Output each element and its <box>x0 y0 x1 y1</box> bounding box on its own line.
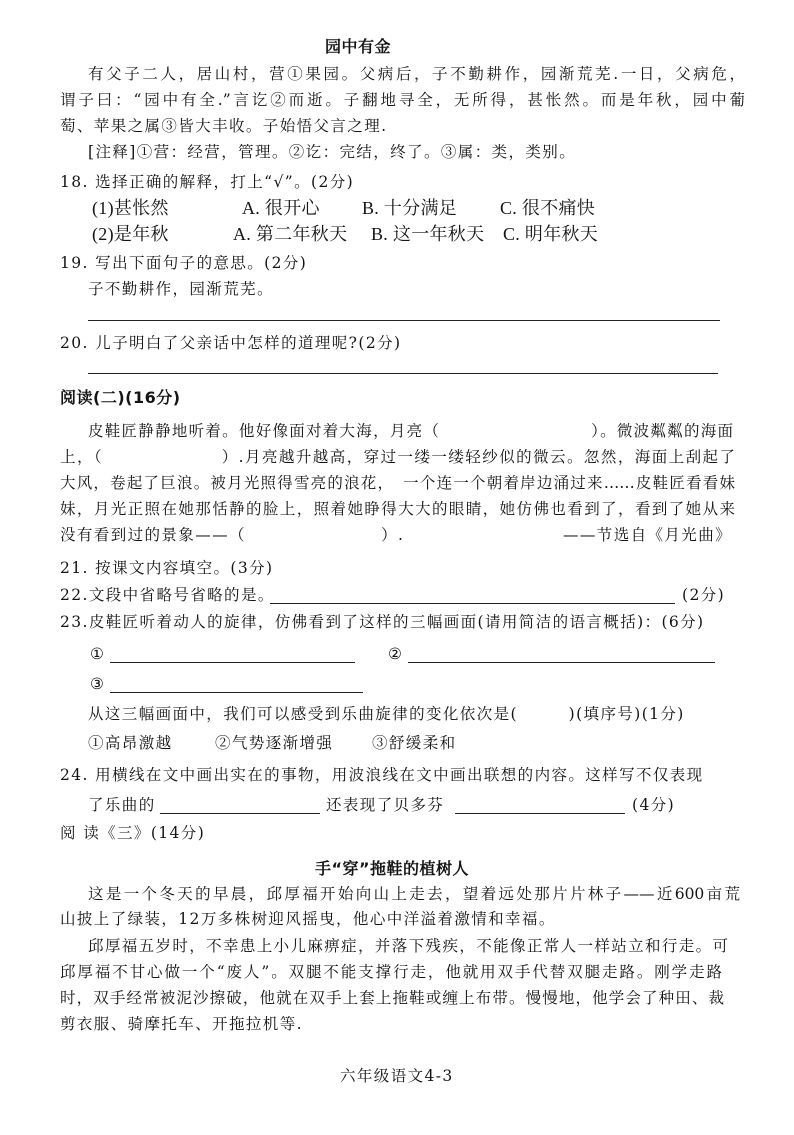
passage3-title: 手“穿”拖鞋的植树人 <box>315 859 470 878</box>
passage2-line: 大风，卷起了巨浪。被月光照得雪亮的浪花， 一个连一个朝着岸边涌过来……皮鞋匠看看妹 <box>60 474 735 492</box>
passage3-line: 这是一个冬天的早晨，邱厚福开始向山上走去，望着远处那片片林子——近600亩荒 <box>88 885 740 903</box>
answer-blank <box>408 662 715 663</box>
question-24-part2: 还表现了贝多芬 <box>326 796 445 814</box>
question-22-stem: 22.文段中省略号省略的是。 <box>60 586 275 604</box>
q18-item-label: (2)是年秋 <box>92 224 169 244</box>
answer-blank <box>110 692 363 693</box>
blank-marker: ② <box>388 645 404 663</box>
answer-blank <box>270 603 675 604</box>
question-19-stem: 19. 写出下面句子的意思。(2分) <box>60 254 308 272</box>
q18-option: C. 很不痛快 <box>500 198 596 218</box>
q18-option: B. 十分满足 <box>362 198 458 218</box>
passage2-line: 妹，月光正照在她那恬静的脸上，照着她睁得大大的眼睛，她仿佛也看到了，看到了她从来 <box>60 500 735 518</box>
answer-blank <box>160 813 320 814</box>
passage2-source: ——节选自《月光曲》 <box>563 526 733 544</box>
question-23-stem: 23.皮鞋匠听着动人的旋律，仿佛看到了这样的三幅画面(请用简洁的语言概括)：(6分) <box>60 613 705 631</box>
passage3-line: 山披上了绿装，12万多株树迎风摇曳，他心中洋溢着激情和幸福。 <box>60 910 556 928</box>
question-24-part1: 了乐曲的 <box>88 796 156 814</box>
section-3-heading: 阅 读《三》(14分) <box>60 824 206 842</box>
passage1-note: [注释]①营：经营，管理。②讫：完结，终了。③属：类，类别。 <box>88 143 577 161</box>
question-18-stem: 18. 选择正确的解释，打上“√”。(2分) <box>60 173 355 191</box>
answer-blank <box>110 662 355 663</box>
question-20-stem: 20. 儿子明白了父亲话中怎样的道理呢?(2分) <box>60 334 402 352</box>
passage1-title: 园中有金 <box>325 37 392 56</box>
passage3-line: 邱厚福不甘心做一个“废人”。双腿不能支撑行走，他就用双手代替双腿走路。刚学走路 <box>60 963 722 981</box>
passage3-line: 邱厚福五岁时，不幸患上小儿麻痹症，并落下残疾，不能像正常人一样站立和行走。可 <box>88 937 728 955</box>
passage2-line: 没有看到过的景象——（ ）. <box>60 526 405 544</box>
blank-marker: ① <box>90 645 106 663</box>
passage1-line: 有父子二人，居山村，营①果园。父病后，子不勤耕作，园渐荒芜.一日，父病危， <box>88 65 745 83</box>
q23-choice: ③舒缓柔和 <box>372 734 457 752</box>
question-24-score: (4分) <box>632 796 676 814</box>
question-23-followup: 从这三幅画面中，我们可以感受到乐曲旋律的变化依次是( )(填序号)(1分) <box>88 705 685 723</box>
q18-option: A. 很开心 <box>242 198 320 218</box>
question-21-stem: 21. 按课文内容填空。(3分) <box>60 559 274 577</box>
passage3-line: 剪衣服、骑摩托车、开拖拉机等. <box>60 1015 303 1033</box>
page-footer: 六年级语文4-3 <box>340 1067 454 1085</box>
q23-choice: ②气势逐渐增强 <box>215 734 334 752</box>
blank-marker: ③ <box>90 675 106 693</box>
q18-option: C. 明年秋天 <box>503 224 599 244</box>
question-24-stem: 24. 用横线在文中画出实在的事物，用波浪线在文中画出联想的内容。这样写不仅表现 <box>60 766 704 784</box>
q18-item-label: (1)甚怅然 <box>92 198 169 218</box>
question-22-score: (2分) <box>682 586 726 604</box>
answer-line <box>88 320 720 321</box>
passage2-line: 皮鞋匠静静地听着。他好像面对着大海，月亮（ ）。微波粼粼的海面 <box>88 422 733 440</box>
passage2-line: 上，（ ）.月亮越升越高，穿过一缕一缕轻纱似的微云。忽然，海面上刮起了 <box>60 448 735 466</box>
q18-option: A. 第二年秋天 <box>233 224 348 244</box>
passage1-line: 萄、苹果之属③皆大丰收。子始悟父言之理. <box>60 117 388 135</box>
question-19-sentence: 子不勤耕作，园渐荒芜。 <box>88 280 274 298</box>
q23-choice: ①高昂激越 <box>88 734 173 752</box>
passage3-line: 时，双手经常被泥沙擦破，他就在双手上套上拖鞋或缠上布带。慢慢地，他学会了种田、裁 <box>60 989 724 1007</box>
section-2-heading: 阅读(二)(16分) <box>60 388 181 407</box>
q18-option: B. 这一年秋天 <box>371 224 485 244</box>
passage1-line: 谓子曰：“园中有全.”言讫②而逝。子翻地寻全，无所得，甚怅然。而是年秋，园中葡 <box>60 91 745 109</box>
answer-blank <box>455 813 625 814</box>
answer-line <box>88 373 718 374</box>
